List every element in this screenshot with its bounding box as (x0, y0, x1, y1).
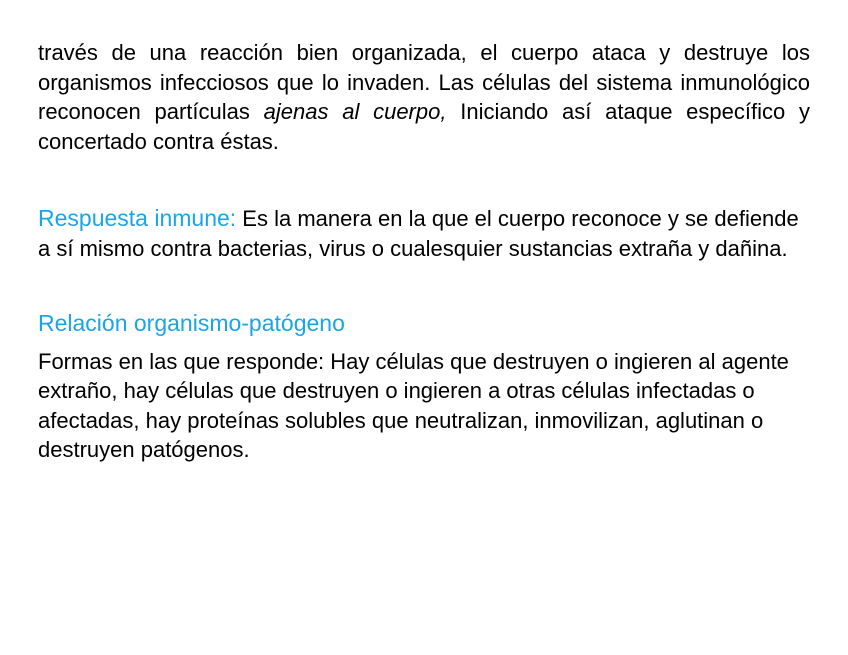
intro-text-before: través de una reacción bien organizada, el cuerpo ataca y destruye los organismos infecciosos que lo invaden. Las células del sistema inmunológico reconocen partículas (38, 40, 810, 124)
intro-emphasis: ajenas al cuerpo, (263, 99, 447, 124)
intro-paragraph (38, 38, 810, 156)
respuesta-inmune-paragraph (38, 204, 810, 263)
relacion-body: Formas en las que responde: Hay células que destruyen o ingieren al agente extraño, hay células que destruyen o ingieren a otras células infectadas o afectadas, hay proteínas solubles que neutralizan, inmovilizan, aglutinan o destruyen patógenos. (38, 348, 789, 462)
respuesta-inmune-definition: Es la manera en la que el cuerpo reconoce y se defiende a sí mismo contra bacterias, virus o cualesquier sustancias extraña y dañina. (38, 206, 799, 261)
document-page (38, 38, 810, 465)
relacion-heading: Relación organismo-patógeno (38, 310, 345, 336)
respuesta-inmune-term: Respuesta inmune: (38, 205, 237, 231)
intro-text-after: Iniciando así ataque específico y concertado contra éstas. (38, 99, 810, 154)
